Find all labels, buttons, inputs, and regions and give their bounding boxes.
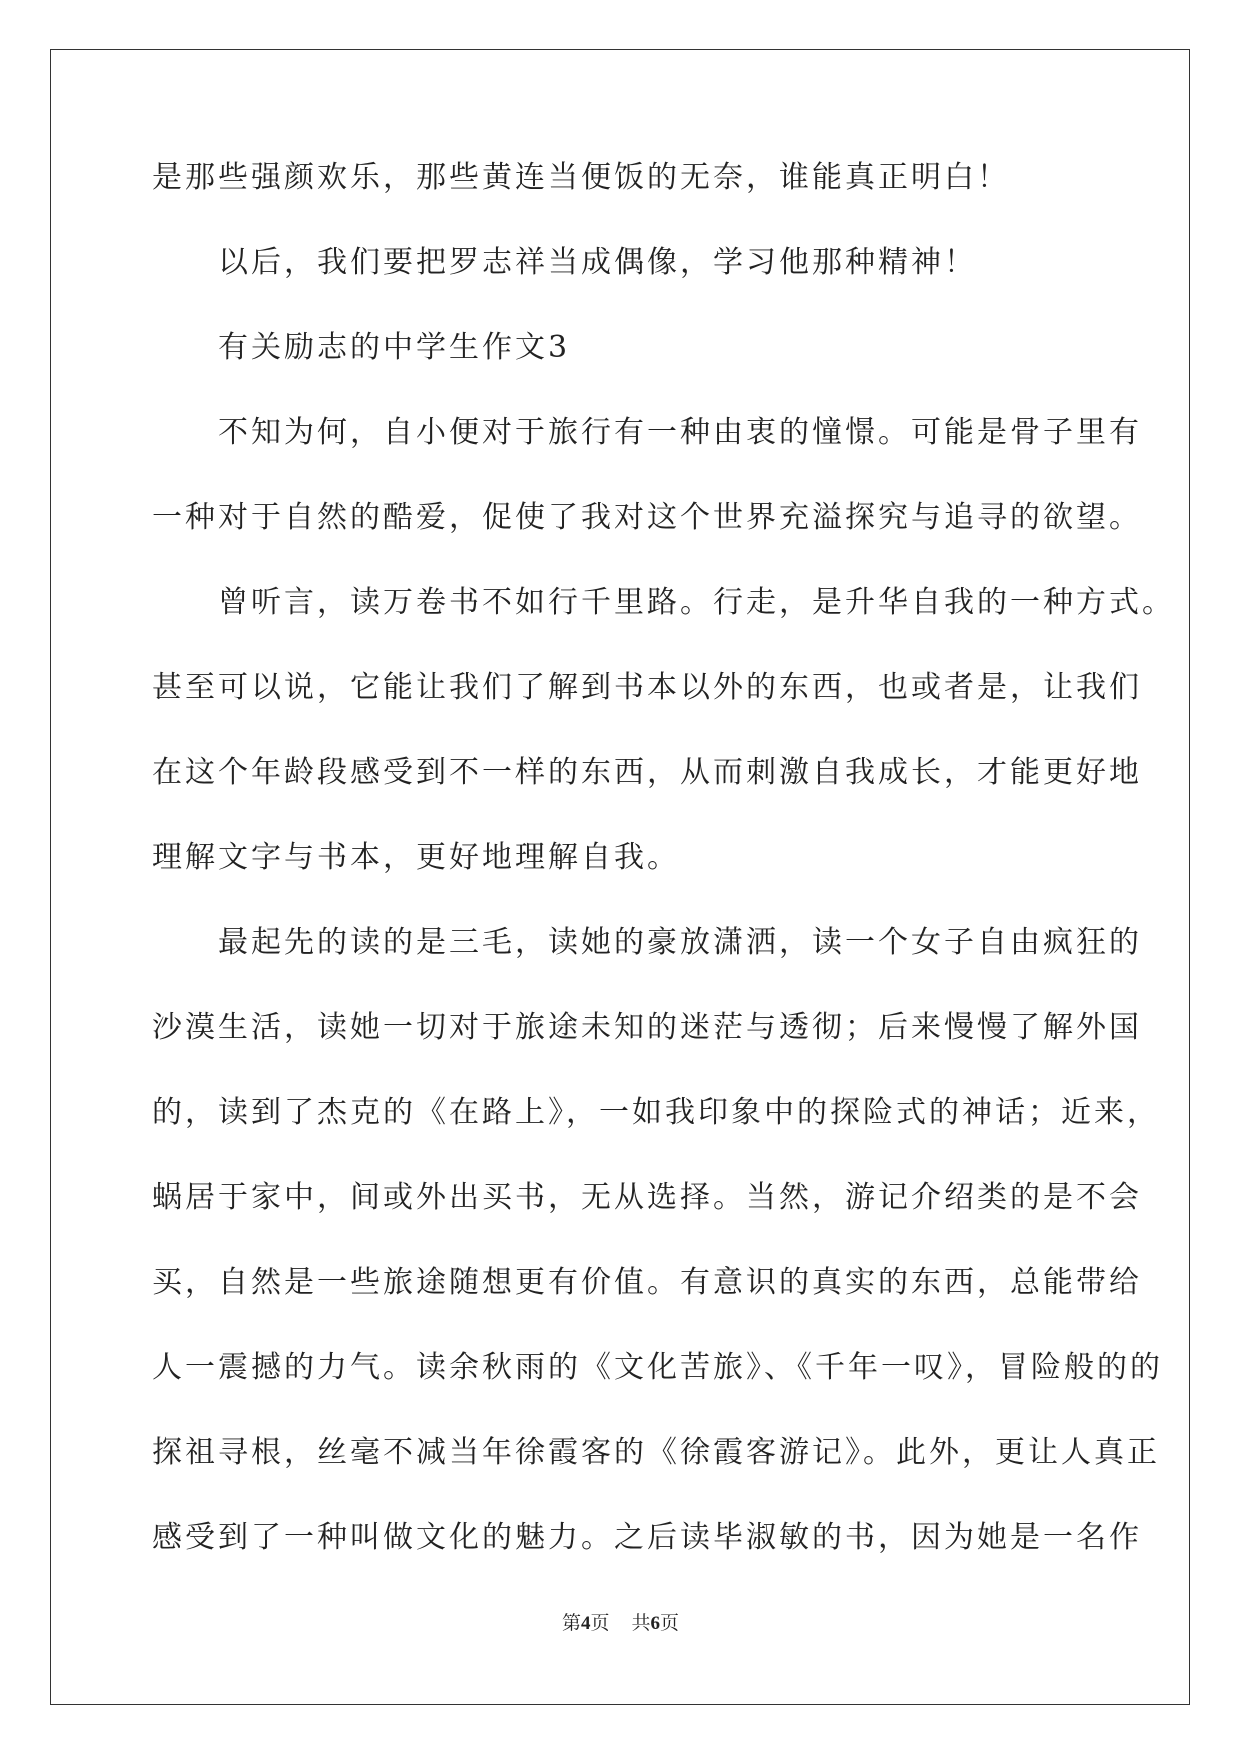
page-number-footer [0, 1612, 1241, 1635]
document-body [152, 160, 1175, 1608]
paragraph-line: 是那些强颜欢乐，那些黄连当便饭的无奈，谁能真正明白！ [152, 160, 1010, 195]
total-label-prefix: 共 [631, 1612, 651, 1634]
paragraph-line: 探祖寻根，丝毫不减当年徐霞客的《徐霞客游记》。此外，更让人真正 [152, 1435, 1160, 1470]
paragraph-line: 理解文字与书本，更好地理解自我。 [152, 840, 680, 875]
paragraph-line: 最起先的读的是三毛，读她的豪放潇洒，读一个女子自由疯狂的 [218, 925, 1142, 960]
paragraph-line: 在这个年龄段感受到不一样的东西，从而刺激自我成长，才能更好地 [152, 755, 1142, 790]
paragraph-line: 人一震撼的力气。读余秋雨的《文化苦旅》、《千年一叹》，冒险般的的 [152, 1350, 1163, 1385]
paragraph-line: 不知为何，自小便对于旅行有一种由衷的憧憬。可能是骨子里有 [218, 415, 1142, 450]
paragraph-line: 蜗居于家中，间或外出买书，无从选择。当然，游记介绍类的是不会 [152, 1180, 1142, 1215]
section-heading: 有关励志的中学生作文3 [218, 330, 571, 365]
paragraph-line: 以后，我们要把罗志祥当成偶像，学习他那种精神！ [218, 245, 977, 280]
total-pages-number: 6 [650, 1613, 661, 1634]
page-label-prefix: 第 [561, 1612, 581, 1634]
paragraph-line: 曾听言，读万卷书不如行千里路。行走，是升华自我的一种方式。 [218, 585, 1175, 620]
total-label-unit: 页 [660, 1612, 680, 1634]
paragraph-line: 一种对于自然的酷爱，促使了我对这个世界充溢探究与追寻的欲望。 [152, 500, 1142, 535]
paragraph-line: 买，自然是一些旅途随想更有价值。有意识的真实的东西，总能带给 [152, 1265, 1142, 1300]
page-label-unit: 页 [590, 1612, 610, 1634]
paragraph-line: 的，读到了杰克的《在路上》，一如我印象中的探险式的神话；近来， [152, 1095, 1160, 1130]
paragraph-line: 感受到了一种叫做文化的魅力。之后读毕淑敏的书，因为她是一名作 [152, 1520, 1142, 1555]
paragraph-line: 沙漠生活，读她一切对于旅途未知的迷茫与透彻；后来慢慢了解外国 [152, 1010, 1142, 1045]
current-page-number: 4 [580, 1613, 591, 1634]
paragraph-line: 甚至可以说，它能让我们了解到书本以外的东西，也或者是，让我们 [152, 670, 1142, 705]
